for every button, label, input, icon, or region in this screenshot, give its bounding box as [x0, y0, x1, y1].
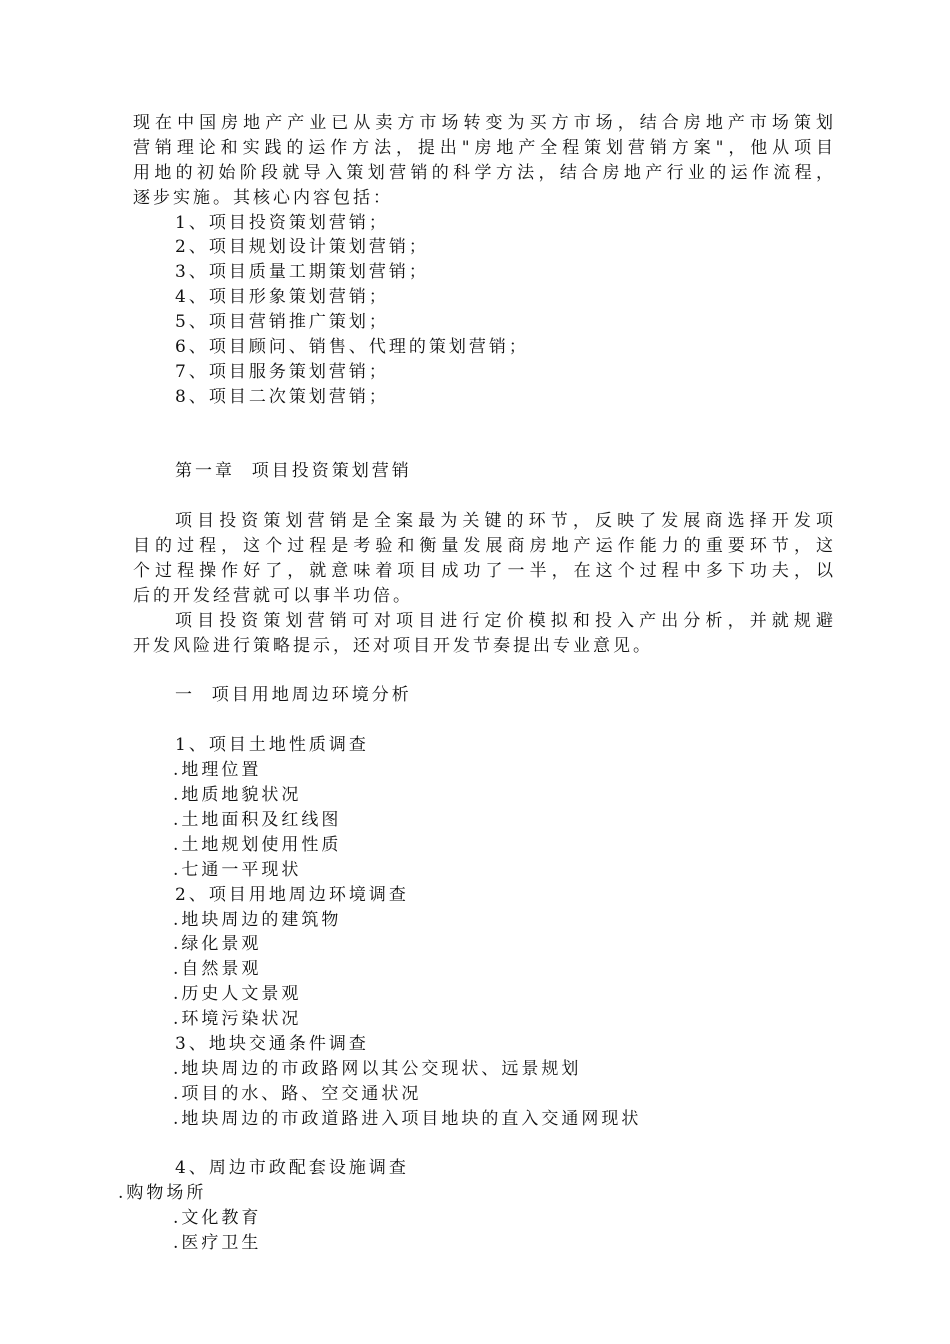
list-item: .地块周边的市政道路进入项目地块的直入交通网现状	[173, 1108, 642, 1129]
text-line: 现在中国房地产产业已从卖方市场转变为买方市场，结合房地产市场策划	[133, 113, 833, 133]
list-item: .环境污染状况	[173, 1009, 302, 1030]
list-item: .自然景观	[173, 959, 262, 980]
list-item: .项目的水、路、空交通状况	[173, 1083, 422, 1104]
chapter-paragraph-1	[133, 509, 833, 609]
text-line: 项目投资策划营销是全案最为关键的环节，反映了发展商选择开发项	[175, 511, 833, 532]
list-item: 5、项目营销推广策划；	[175, 312, 389, 333]
list-item: 4、项目形象策划营销；	[175, 287, 389, 308]
spacer	[133, 1132, 833, 1157]
list-item: .地块周边的市政路网以其公交现状、远景规划	[173, 1058, 582, 1079]
list-item: .地理位置	[173, 760, 262, 781]
list-item: .地块周边的建筑物	[173, 909, 342, 930]
spacer	[133, 435, 833, 460]
list-item: .购物场所	[118, 1183, 207, 1204]
subsection-facilities	[118, 1156, 833, 1256]
spacer	[133, 410, 833, 435]
subsection-land-nature	[133, 733, 833, 882]
list-item: .医疗卫生	[173, 1233, 262, 1254]
section-title: 一 项目用地周边环境分析	[175, 685, 412, 706]
spacer	[133, 659, 833, 684]
text-line: 后的开发经营就可以事半功倍。	[133, 585, 413, 606]
text-line: 逐步实施。其核心内容包括：	[133, 187, 393, 208]
chapter-title: 第一章 项目投资策划营销	[175, 461, 412, 482]
chapter-paragraph-2	[133, 609, 833, 659]
list-item: 3、项目质量工期策划营销；	[175, 262, 429, 283]
list-item: .七通一平现状	[173, 859, 302, 880]
text-line: 个过程操作好了，就意味着项目成功了一半，在这个过程中多下功夫，以	[133, 561, 833, 582]
subsection-title: 2、项目用地周边环境调查	[175, 884, 409, 905]
list-item: .土地面积及红线图	[173, 809, 342, 830]
list-item: .土地规划使用性质	[173, 834, 342, 855]
subsection-title: 4、周边市政配套设施调查	[175, 1158, 409, 1179]
text-line: 用地的初始阶段就导入策划营销的科学方法，结合房地产行业的运作流程，	[133, 162, 833, 183]
subsection-title: 1、项目土地性质调查	[175, 735, 369, 756]
list-item: .历史人文景观	[173, 984, 302, 1005]
text-line: 营销理论和实践的运作方法，提出"房地产全程策划营销方案"，他从项目	[133, 137, 833, 158]
text-line: 项目投资策划营销可对项目进行定价模拟和投入产出分析，并就规避	[175, 610, 833, 631]
text-line: 开发风险进行策略提示，还对项目开发节奏提出专业意见。	[133, 635, 653, 656]
subsection-traffic	[133, 1032, 833, 1132]
intro-paragraph	[133, 111, 833, 211]
list-item: 1、项目投资策划营销；	[175, 212, 389, 233]
spacer	[133, 484, 833, 509]
list-item: 8、项目二次策划营销；	[175, 386, 389, 407]
list-item: .文化教育	[173, 1208, 262, 1229]
list-item: .地质地貌状况	[173, 785, 302, 806]
list-item: .绿化景观	[173, 934, 262, 955]
document-body	[118, 111, 833, 1256]
spacer	[133, 708, 833, 733]
list-item: 6、项目顾问、销售、代理的策划营销；	[175, 337, 529, 358]
subsection-surroundings	[133, 883, 833, 1032]
list-item: 7、项目服务策划营销；	[175, 361, 389, 382]
text-line: 目的过程，这个过程是考验和衡量发展商房地产运作能力的重要环节，这	[133, 536, 833, 557]
subsection-title: 3、地块交通条件调查	[175, 1033, 369, 1054]
core-content-list	[133, 211, 833, 410]
list-item: 2、项目规划设计策划营销；	[175, 237, 429, 258]
